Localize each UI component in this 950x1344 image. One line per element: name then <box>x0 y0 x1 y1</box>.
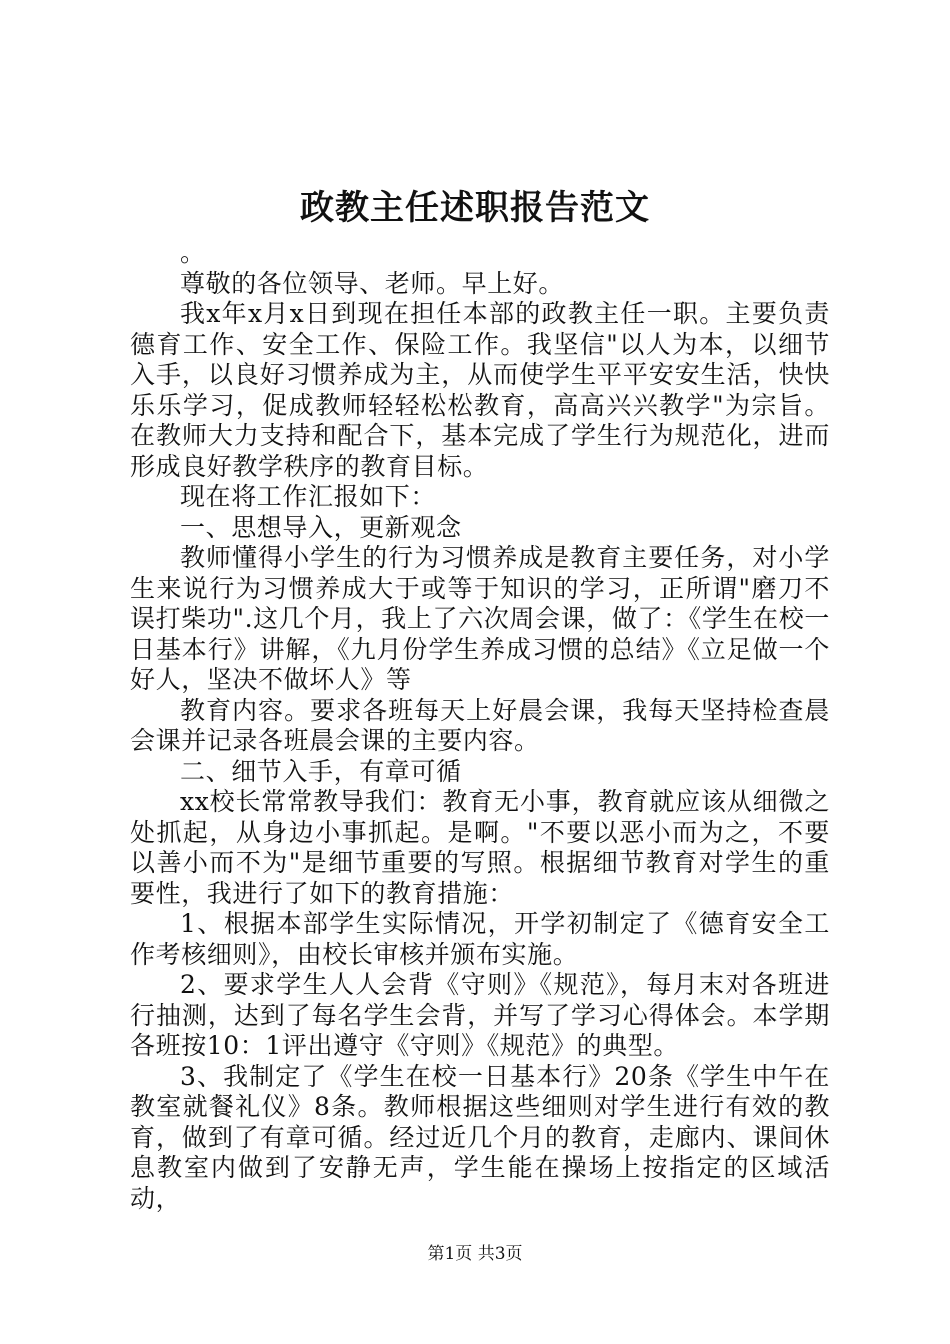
paragraph: 教师懂得小学生的行为习惯养成是教育主要任务，对小学生来说行为习惯养成大于或等于知识的学习，正所谓"磨刀不误打柴功".这几个月，我上了六次周会课，做了：《学生在校一日基本行》讲解，《九月份学生养成习惯的总结》《立足做一个好人，坚决不做坏人》等 <box>130 543 830 694</box>
paragraph: 现在将工作汇报如下： <box>180 482 437 511</box>
section-heading: 一、思想导入，更新观念 <box>180 512 462 542</box>
list-item: 3、我制定了《学生在校一日基本行》20条《学生中午在教室就餐礼仪》8条。教师根据这些细则对学生进行有效的教育，做到了有章可循。经过近几个月的教育，走廊内、课间休息教室内做到了安静无声，学生能在操场上按指定的区域活动， <box>130 1061 830 1213</box>
paragraph: 教育内容。要求各班每天上好晨会课，我每天坚持检查晨会课并记录各班晨会课的主要内容。 <box>130 695 830 755</box>
paragraph: 。 <box>180 238 206 267</box>
list-item: 2、要求学生人人会背《守则》《规范》，每月末对各班进行抽测，达到了每名学生会背，并写了学习心得体会。本学期各班按10：1评出遵守《守则》《规范》的典型。 <box>130 970 830 1060</box>
list-item: 1、根据本部学生实际情况，开学初制定了《德育安全工作考核细则》，由校长审核并颁布实施。 <box>130 909 830 969</box>
document-title: 政教主任述职报告范文 <box>300 188 650 228</box>
paragraph: 尊敬的各位领导、老师。早上好。 <box>180 268 565 298</box>
paragraph: 我x年x月x日到现在担任本部的政教主任一职。主要负责德育工作、安全工作、保险工作。我坚信"以人为本，以细节入手，以良好习惯养成为主，从而使学生平平安安生活，快快乐乐学习，促成教师轻轻松松教育，高高兴兴教学"为宗旨。在教师大力支持和配合下，基本完成了学生行为规范化，进而形成良好教学秩序的教育目标。 <box>130 299 830 481</box>
paragraph: xx校长常常教导我们：教育无小事，教育就应该从细微之处抓起，从身边小事抓起。是啊。"不要以恶小而为之，不要以善小而不为"是细节重要的写照。根据细节教育对学生的重要性，我进行了如下的教育措施： <box>130 787 830 908</box>
document-body <box>130 238 830 1214</box>
page-footer: 第1页 共3页 <box>427 1244 523 1264</box>
section-heading: 二、细节入手，有章可循 <box>180 756 462 786</box>
